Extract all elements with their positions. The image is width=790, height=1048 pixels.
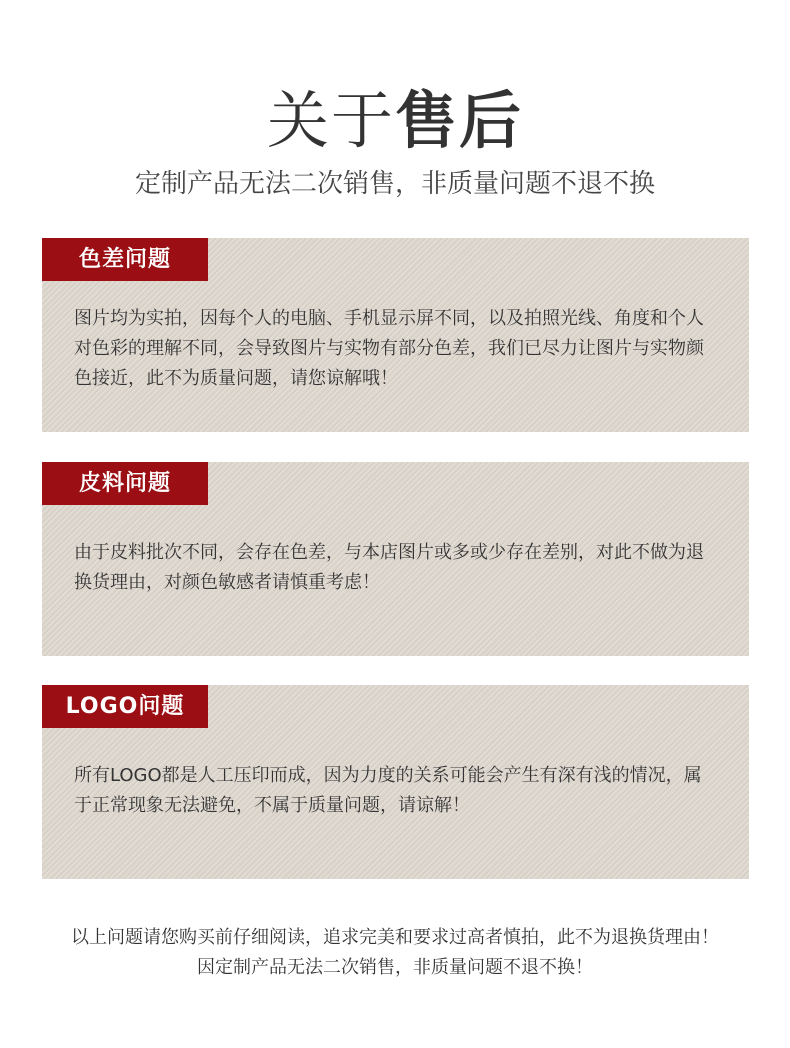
page-title-bold: 售后 [395, 84, 524, 157]
leather-section [42, 462, 749, 656]
page-title-light: 关于 [266, 84, 395, 157]
color-difference-section [42, 238, 749, 432]
footer-notice [0, 923, 790, 983]
color-difference-text: 图片均为实拍，因每个人的电脑、手机显示屏不同，以及拍照光线、角度和个人对色彩的理解不同，会导致图片与实物有部分色差，我们已尽力让图片与实物颜色接近，此不为质量问题，请您谅解哦！ [74, 308, 704, 389]
leather-text: 由于皮料批次不同，会存在色差，与本店图片或多或少存在差别，对此不做为退换货理由，对颜色敏感者请慎重考虑！ [74, 542, 704, 593]
color-difference-tag: 色差问题 [42, 238, 208, 281]
page-title [0, 84, 790, 158]
leather-tag: 皮料问题 [42, 462, 208, 505]
logo-text: 所有LOGO都是人工压印而成，因为力度的关系可能会产生有深有浅的情况，属于正常现象无法避免，不属于质量问题，请谅解！ [74, 765, 702, 816]
logo-tag: LOGO问题 [42, 685, 208, 728]
page-subtitle: 定制产品无法二次销售，非质量问题不退不换 [134, 169, 655, 199]
footer-line-2: 因定制产品无法二次销售，非质量问题不退不换！ [197, 957, 593, 978]
footer-line-1: 以上问题请您购买前仔细阅读，追求完美和要求过高者慎拍，此不为退换货理由！ [71, 927, 719, 948]
logo-section [42, 685, 749, 879]
